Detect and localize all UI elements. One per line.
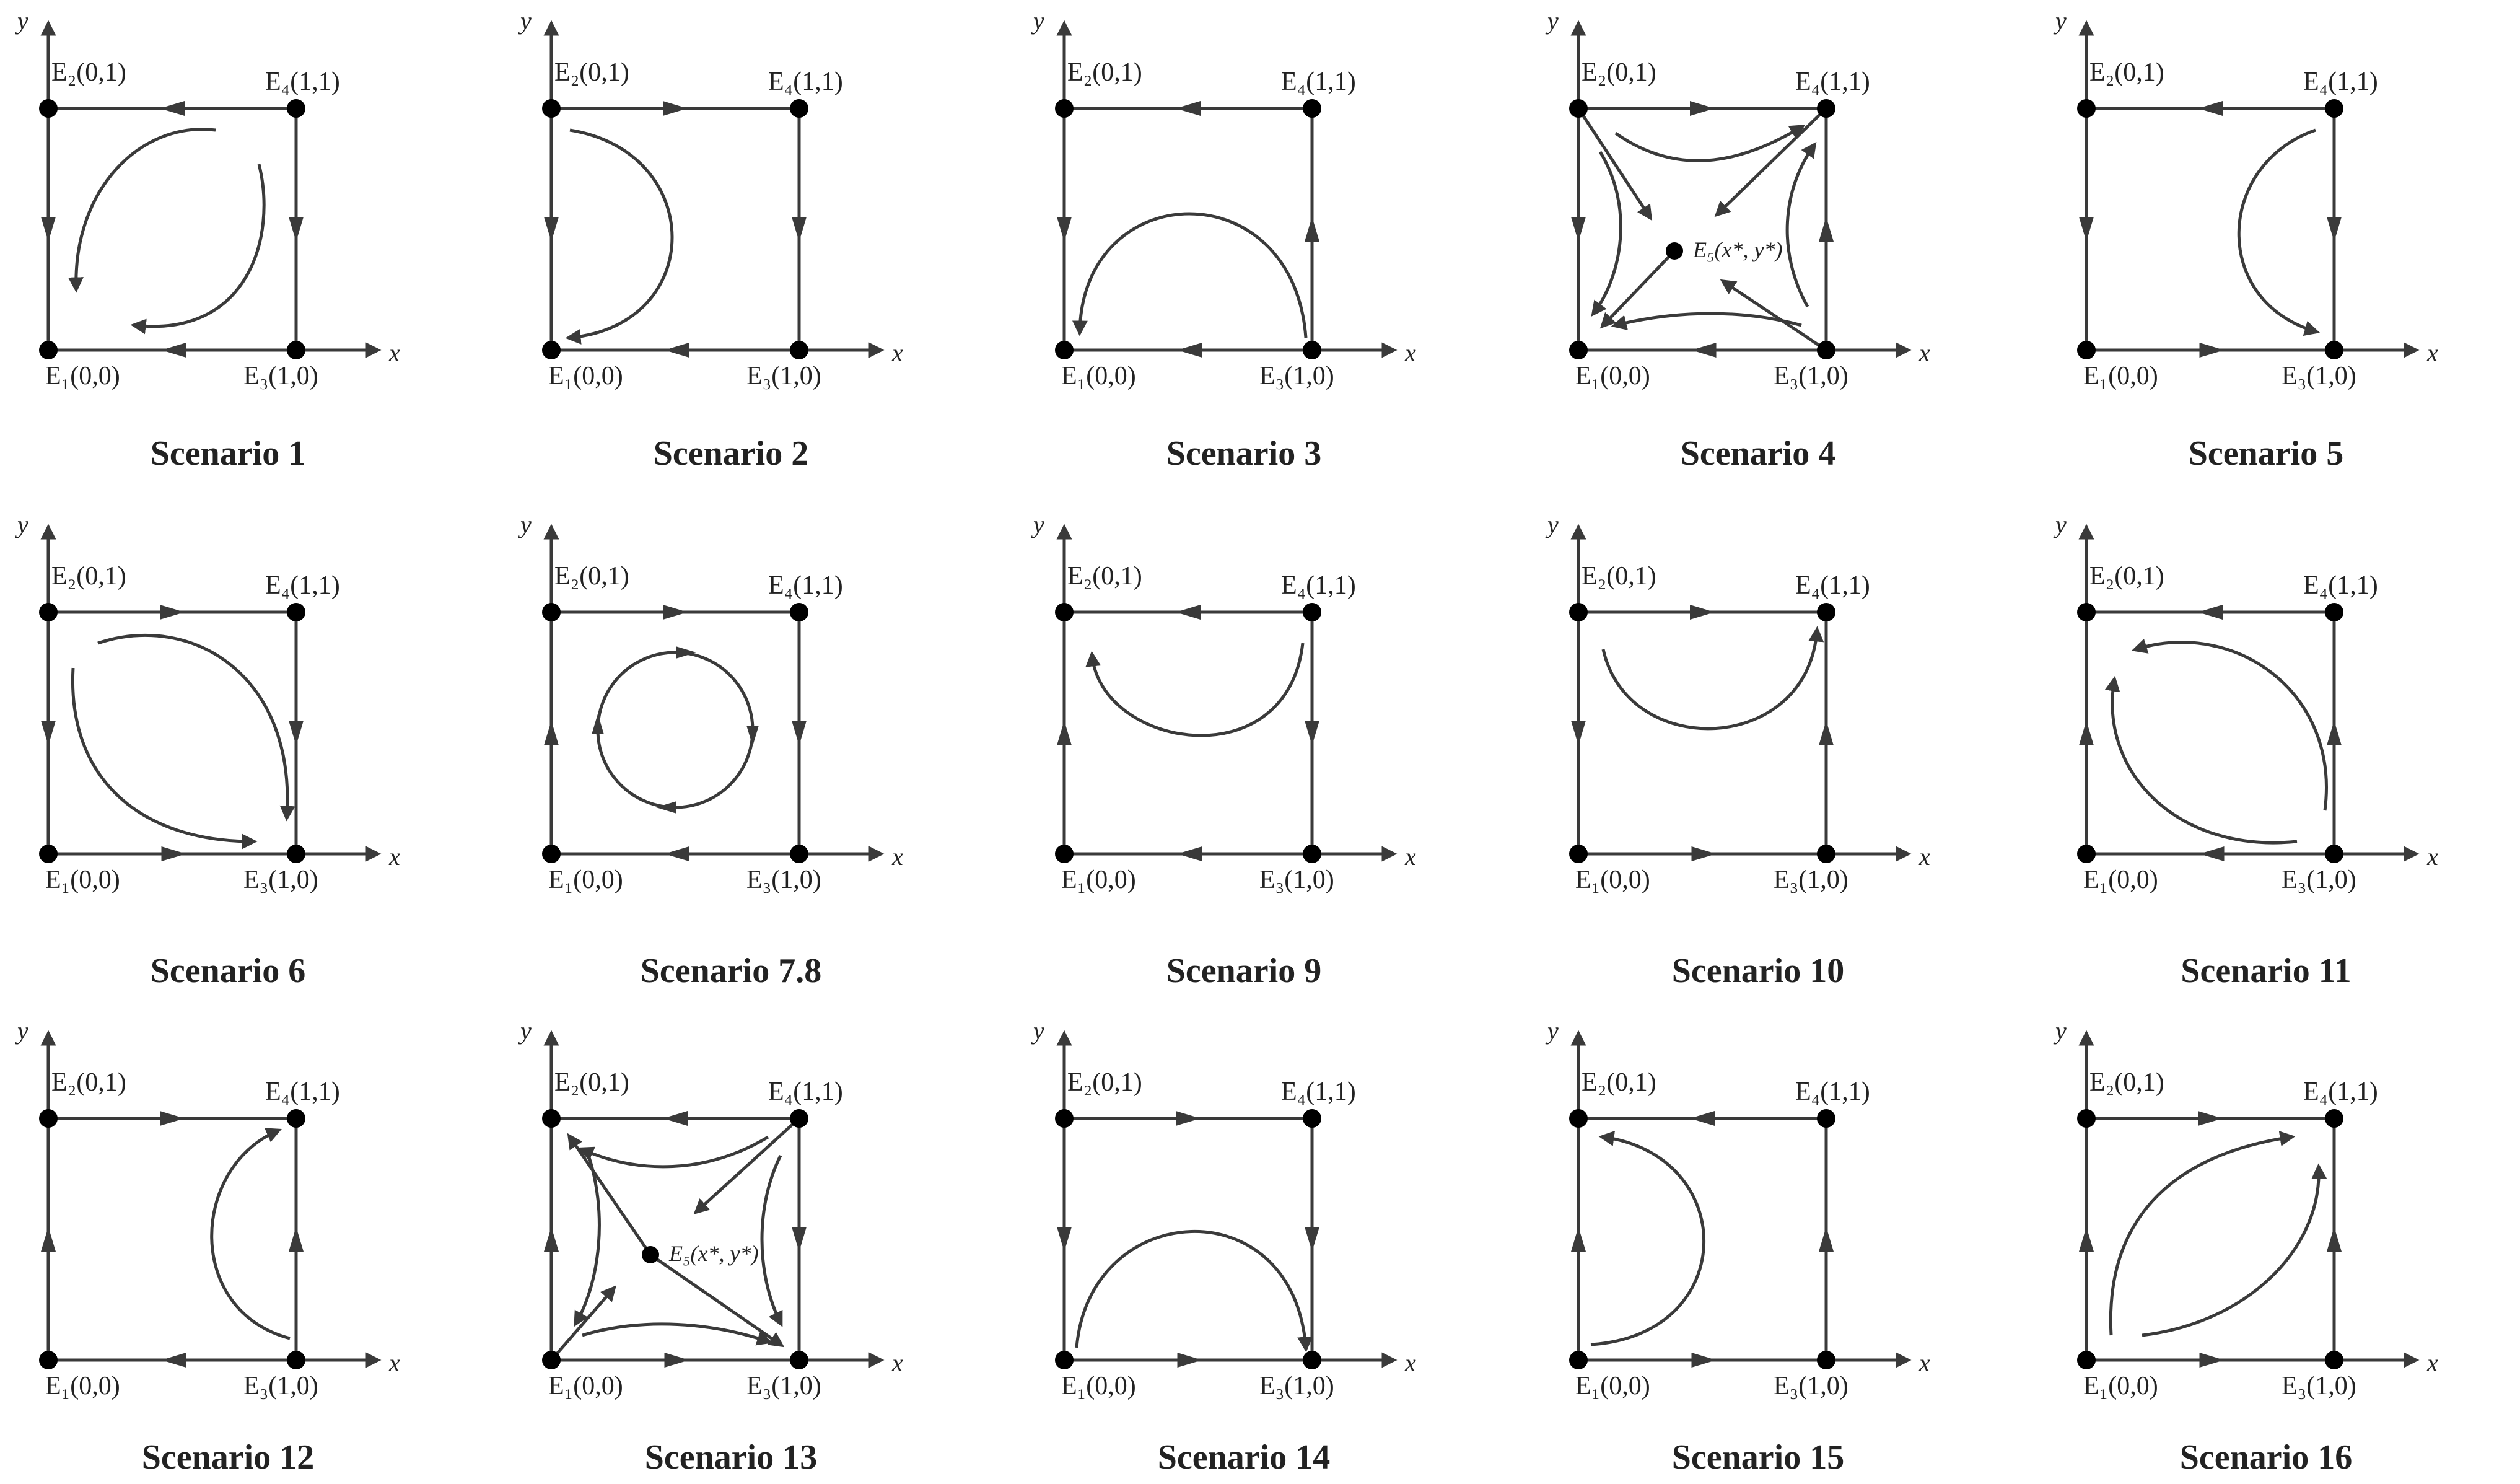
left-edge-arrow	[544, 217, 559, 242]
scenario-panel	[15, 1017, 400, 1477]
bottom-edge-arrow	[665, 846, 689, 861]
scenario-panel	[1031, 7, 1416, 473]
bottom-edge-arrow	[1692, 343, 1717, 358]
equilibrium-dot	[542, 1109, 561, 1128]
left-edge-arrow	[1571, 721, 1586, 745]
equilibrium-dot	[2077, 1351, 2096, 1369]
y-axis-label: y	[17, 1017, 28, 1045]
vertex-label-e3: E₃(1,0)	[1259, 1372, 1334, 1400]
vertex-label-e4: E₄(1,1)	[768, 571, 843, 600]
equilibrium-dot	[39, 99, 58, 118]
scenario-panel	[2053, 7, 2438, 473]
vertex-label-e1: E₁(0,0)	[1061, 362, 1136, 390]
vertex-label-e4: E₄(1,1)	[265, 1078, 340, 1106]
saddle-point-dot	[1666, 242, 1683, 260]
vertex-label-e2: E₂(0,1)	[1582, 58, 1656, 87]
vertex-label-e2: E₂(0,1)	[554, 562, 629, 591]
vertex-label-e2: E₂(0,1)	[1582, 562, 1656, 591]
cycle-arrow	[746, 726, 758, 746]
x-axis-label: x	[1919, 843, 1930, 871]
vertex-label-e3: E₃(1,0)	[243, 1372, 318, 1400]
bottom-edge-arrow	[1178, 1353, 1202, 1368]
scenario-panel	[518, 1017, 903, 1477]
equilibrium-dot	[2077, 603, 2096, 621]
top-edge-arrow	[160, 605, 185, 620]
vertex-label-e2: E₂(0,1)	[51, 58, 126, 87]
y-axis-label: y	[520, 7, 532, 35]
x-axis-label: x	[2427, 1349, 2438, 1377]
vertex-label-e3: E₃(1,0)	[1774, 1372, 1848, 1400]
bottom-edge-arrow	[665, 343, 689, 358]
trajectory-curve	[1092, 643, 1303, 735]
saddle-point-label: E₅(x*, y*)	[1693, 237, 1783, 262]
vertex-label-e3: E₃(1,0)	[746, 362, 821, 390]
vertex-label-e1: E₁(0,0)	[2083, 866, 2158, 894]
vertex-label-e3: E₃(1,0)	[1774, 362, 1848, 390]
saddle-point-label: E₅(x*, y*)	[669, 1241, 759, 1266]
vertex-label-e4: E₄(1,1)	[2303, 571, 2378, 600]
right-edge-arrow	[792, 217, 807, 242]
equilibrium-dot	[2077, 845, 2096, 863]
top-edge-arrow	[1176, 1111, 1201, 1126]
equilibrium-dot	[1303, 1351, 1321, 1369]
left-edge-arrow	[1057, 1227, 1072, 1252]
equilibrium-dot	[1569, 603, 1588, 621]
top-edge-arrow	[2198, 1111, 2223, 1126]
right-edge-arrow	[2327, 217, 2342, 242]
equilibrium-dot	[1055, 99, 1074, 118]
separatrix	[570, 1137, 650, 1255]
trajectory-curve-1	[2111, 1137, 2291, 1335]
cycle-arrow	[656, 801, 676, 813]
trajectory-curve	[2239, 130, 2316, 331]
scenario-panel	[2053, 1017, 2438, 1477]
scenario-caption: Scenario 9	[1166, 952, 1322, 990]
y-axis-label: y	[520, 1017, 532, 1045]
y-axis-label: y	[1547, 1017, 1559, 1045]
scenario-caption: Scenario 16	[2179, 1438, 2353, 1477]
scenario-panel	[2053, 511, 2438, 990]
scenario-panel	[15, 511, 400, 990]
scenario-caption: Scenario 4	[1680, 434, 1836, 473]
vertex-label-e2: E₂(0,1)	[2089, 58, 2164, 87]
equilibrium-dot	[2325, 99, 2343, 118]
x-axis-label: x	[2427, 843, 2438, 871]
vertex-label-e3: E₃(1,0)	[1259, 866, 1334, 894]
vertex-label-e2: E₂(0,1)	[1067, 562, 1142, 591]
equilibrium-dot	[1569, 845, 1588, 863]
bottom-edge-arrow	[162, 343, 186, 358]
right-edge-arrow	[2327, 721, 2342, 745]
vertex-label-e1: E₁(0,0)	[548, 866, 623, 894]
x-axis-label: x	[892, 1349, 903, 1377]
trajectory-curve	[1080, 214, 1306, 338]
trajectory-curve	[1603, 631, 1817, 729]
limit-cycle	[598, 652, 753, 807]
vertex-label-e1: E₁(0,0)	[1061, 1372, 1136, 1400]
trajectory-curve	[576, 1156, 599, 1323]
vertex-label-e1: E₁(0,0)	[45, 866, 120, 894]
trajectory-curve	[1594, 152, 1621, 313]
right-edge-arrow	[289, 721, 304, 745]
top-edge-arrow	[1690, 1111, 1715, 1126]
left-edge-arrow	[41, 217, 56, 242]
vertex-label-e1: E₁(0,0)	[2083, 362, 2158, 390]
x-axis-label: x	[1919, 339, 1930, 367]
equilibrium-dot	[790, 603, 808, 621]
equilibrium-dot	[542, 99, 561, 118]
y-axis-label: y	[1033, 1017, 1044, 1045]
equilibrium-dot	[39, 1351, 58, 1369]
vertex-label-e2: E₂(0,1)	[1582, 1068, 1656, 1097]
vertex-label-e1: E₁(0,0)	[548, 362, 623, 390]
x-axis-label: x	[389, 339, 400, 367]
equilibrium-dot	[2077, 1109, 2096, 1128]
equilibrium-dot	[1303, 603, 1321, 621]
x-axis-label: x	[892, 339, 903, 367]
equilibrium-dot	[39, 603, 58, 621]
vertex-label-e4: E₄(1,1)	[1281, 1078, 1356, 1106]
vertex-label-e2: E₂(0,1)	[51, 562, 126, 591]
vertex-label-e4: E₄(1,1)	[2303, 1078, 2378, 1106]
right-edge-arrow	[289, 1227, 304, 1252]
x-axis-label: x	[892, 843, 903, 871]
equilibrium-dot	[1303, 1109, 1321, 1128]
top-edge-arrow	[1176, 605, 1201, 620]
bottom-edge-arrow	[1692, 846, 1717, 861]
equilibrium-dot	[1817, 1109, 1835, 1128]
equilibrium-dot	[287, 845, 305, 863]
equilibrium-dot	[1055, 1351, 1074, 1369]
separatrix	[1718, 108, 1826, 214]
left-edge-arrow	[41, 1227, 56, 1252]
trajectory-curve	[1616, 127, 1801, 160]
equilibrium-dot	[1303, 99, 1321, 118]
trajectory-curve-2	[2142, 1168, 2319, 1335]
vertex-label-e4: E₄(1,1)	[2303, 68, 2378, 96]
vertex-label-e2: E₂(0,1)	[1067, 1068, 1142, 1097]
left-edge-arrow	[2079, 1227, 2094, 1252]
equilibrium-dot	[790, 99, 808, 118]
left-edge-arrow	[544, 721, 559, 745]
equilibrium-dot	[1569, 1109, 1588, 1128]
equilibrium-dot	[1817, 845, 1835, 863]
cycle-arrow	[676, 646, 696, 658]
top-edge-arrow	[1176, 101, 1201, 116]
scenario-caption: Scenario 2	[653, 434, 809, 473]
equilibrium-dot	[1817, 99, 1835, 118]
equilibrium-dot	[39, 1109, 58, 1128]
x-axis-label: x	[1405, 843, 1416, 871]
equilibrium-dot	[1817, 341, 1835, 359]
scenario-panel	[1031, 1017, 1416, 1477]
equilibrium-dot	[1055, 1109, 1074, 1128]
separatrix	[1603, 251, 1674, 325]
vertex-label-e3: E₃(1,0)	[1774, 866, 1848, 894]
separatrix	[551, 1289, 613, 1360]
y-axis-label: y	[17, 511, 28, 538]
equilibrium-dot	[39, 341, 58, 359]
trajectory-curve-1	[98, 635, 287, 817]
trajectory-curve-2	[76, 130, 216, 288]
vertex-label-e4: E₄(1,1)	[1795, 1078, 1870, 1106]
left-edge-arrow	[544, 1227, 559, 1252]
equilibrium-dot	[1817, 603, 1835, 621]
vertex-label-e4: E₄(1,1)	[265, 571, 340, 600]
bottom-edge-arrow	[2200, 846, 2225, 861]
equilibrium-dot	[542, 603, 561, 621]
trajectory-curve	[582, 1137, 768, 1167]
bottom-edge-arrow	[1692, 1353, 1717, 1368]
scenario-panel	[1031, 511, 1416, 990]
scenario-caption: Scenario 3	[1166, 434, 1322, 473]
scenario-caption: Scenario 1	[150, 434, 306, 473]
x-axis-label: x	[389, 843, 400, 871]
vertex-label-e1: E₁(0,0)	[1575, 362, 1650, 390]
trajectory-curve-1	[2136, 643, 2326, 810]
vertex-label-e3: E₃(1,0)	[746, 866, 821, 894]
equilibrium-dot	[2325, 603, 2343, 621]
left-edge-arrow	[2079, 217, 2094, 242]
scenario-panel	[1545, 511, 1930, 990]
scenario-caption: Scenario 6	[150, 952, 306, 990]
trajectory-curve	[762, 1156, 781, 1323]
equilibrium-dot	[287, 1109, 305, 1128]
top-edge-arrow	[663, 605, 688, 620]
scenario-caption: Scenario 15	[1671, 1438, 1845, 1477]
equilibrium-dot	[2325, 341, 2343, 359]
vertex-label-e1: E₁(0,0)	[45, 362, 120, 390]
equilibrium-dot	[1055, 845, 1074, 863]
trajectory-curve-2	[72, 668, 253, 841]
trajectory-curve	[1787, 146, 1814, 307]
y-axis-label: y	[2055, 7, 2067, 35]
top-edge-arrow	[160, 101, 185, 116]
vertex-label-e4: E₄(1,1)	[768, 68, 843, 96]
equilibrium-dot	[1055, 603, 1074, 621]
vertex-label-e1: E₁(0,0)	[1575, 866, 1650, 894]
y-axis-label: y	[1033, 511, 1044, 538]
equilibrium-dot	[287, 603, 305, 621]
right-edge-arrow	[1819, 217, 1834, 242]
equilibrium-dot	[287, 1351, 305, 1369]
trajectory-curve	[570, 130, 672, 338]
separatrix	[1578, 108, 1650, 217]
vertex-label-e4: E₄(1,1)	[768, 1078, 843, 1106]
scenario-caption: Scenario 11	[2181, 952, 2352, 990]
equilibrium-dot	[542, 341, 561, 359]
equilibrium-dot	[542, 845, 561, 863]
top-edge-arrow	[1690, 605, 1715, 620]
vertex-label-e2: E₂(0,1)	[554, 1068, 629, 1097]
equilibrium-dot	[1817, 1351, 1835, 1369]
equilibrium-dot	[790, 845, 808, 863]
scenario-panel	[1545, 1017, 1930, 1477]
top-edge-arrow	[2198, 101, 2223, 116]
top-edge-arrow	[1690, 101, 1715, 116]
vertex-label-e1: E₁(0,0)	[1061, 866, 1136, 894]
x-axis-label: x	[389, 1349, 400, 1377]
x-axis-label: x	[1405, 339, 1416, 367]
y-axis-label: y	[1547, 511, 1559, 538]
right-edge-arrow	[1819, 1227, 1834, 1252]
x-axis-label: x	[1919, 1349, 1930, 1377]
equilibrium-dot	[287, 341, 305, 359]
vertex-label-e1: E₁(0,0)	[45, 1372, 120, 1400]
equilibrium-dot	[2325, 845, 2343, 863]
equilibrium-dot	[1569, 1351, 1588, 1369]
right-edge-arrow	[2327, 1227, 2342, 1252]
equilibrium-dot	[287, 99, 305, 118]
y-axis-label: y	[2055, 1017, 2067, 1045]
equilibrium-dot	[2325, 1351, 2343, 1369]
top-edge-arrow	[663, 101, 688, 116]
vertex-label-e3: E₃(1,0)	[1259, 362, 1334, 390]
equilibrium-dot	[1303, 845, 1321, 863]
equilibrium-dot	[39, 845, 58, 863]
scenario-panel	[15, 7, 400, 473]
equilibrium-dot	[2077, 341, 2096, 359]
vertex-label-e2: E₂(0,1)	[2089, 562, 2164, 591]
right-edge-arrow	[1305, 217, 1319, 242]
bottom-edge-arrow	[2200, 1353, 2225, 1368]
vertex-label-e4: E₄(1,1)	[265, 68, 340, 96]
scenario-caption: Scenario 10	[1671, 952, 1845, 990]
trajectory-curve	[212, 1131, 290, 1338]
vertex-label-e4: E₄(1,1)	[1795, 68, 1870, 96]
vertex-label-e4: E₄(1,1)	[1281, 571, 1356, 600]
top-edge-arrow	[160, 1111, 185, 1126]
vertex-label-e1: E₁(0,0)	[1575, 1372, 1650, 1400]
bottom-edge-arrow	[162, 1353, 186, 1368]
vertex-label-e3: E₃(1,0)	[746, 1372, 821, 1400]
scenario-caption: Scenario 12	[141, 1438, 315, 1477]
x-axis-label: x	[2427, 339, 2438, 367]
trajectory-curve	[582, 1324, 768, 1341]
separatrix	[697, 1118, 799, 1211]
bottom-edge-arrow	[2200, 343, 2225, 358]
right-edge-arrow	[1305, 721, 1319, 745]
left-edge-arrow	[1057, 217, 1072, 242]
bottom-edge-arrow	[1178, 343, 1202, 358]
right-edge-arrow	[792, 1227, 807, 1252]
vertex-label-e3: E₃(1,0)	[2282, 362, 2356, 390]
vertex-label-e3: E₃(1,0)	[243, 362, 318, 390]
left-edge-arrow	[2079, 721, 2094, 745]
left-edge-arrow	[1057, 721, 1072, 745]
equilibrium-dot	[1569, 341, 1588, 359]
scenario-panel	[1545, 7, 1930, 473]
right-edge-arrow	[792, 721, 807, 745]
scenario-caption: Scenario 7.8	[640, 952, 822, 990]
cycle-arrow	[592, 714, 603, 734]
scenario-caption: Scenario 5	[2188, 434, 2344, 473]
equilibrium-dot	[2077, 99, 2096, 118]
scenario-caption: Scenario 13	[644, 1438, 818, 1477]
saddle-point-dot	[642, 1246, 659, 1263]
y-axis-label: y	[1547, 7, 1559, 35]
equilibrium-dot	[790, 341, 808, 359]
vertex-label-e4: E₄(1,1)	[1281, 68, 1356, 96]
right-edge-arrow	[289, 217, 304, 242]
right-edge-arrow	[1305, 1227, 1319, 1252]
vertex-label-e2: E₂(0,1)	[2089, 1068, 2164, 1097]
trajectory-curve-2	[2112, 680, 2297, 843]
vertex-label-e3: E₃(1,0)	[2282, 866, 2356, 894]
vertex-label-e4: E₄(1,1)	[1795, 571, 1870, 600]
trajectory-curve	[1077, 1231, 1306, 1348]
y-axis-label: y	[520, 511, 532, 538]
vertex-label-e1: E₁(0,0)	[2083, 1372, 2158, 1400]
equilibrium-dot	[1303, 341, 1321, 359]
equilibrium-dot	[2325, 1109, 2343, 1128]
scenario-panel	[518, 511, 903, 990]
left-edge-arrow	[1571, 1227, 1586, 1252]
equilibrium-dot	[790, 1109, 808, 1128]
y-axis-label: y	[1033, 7, 1044, 35]
bottom-edge-arrow	[665, 1353, 689, 1368]
vertex-label-e3: E₃(1,0)	[243, 866, 318, 894]
vertex-label-e2: E₂(0,1)	[51, 1068, 126, 1097]
top-edge-arrow	[2198, 605, 2223, 620]
equilibrium-dot	[542, 1351, 561, 1369]
scenario-panel	[518, 7, 903, 473]
trajectory-curve	[1591, 1137, 1704, 1345]
bottom-edge-arrow	[1178, 846, 1202, 861]
vertex-label-e2: E₂(0,1)	[1067, 58, 1142, 87]
x-axis-label: x	[1405, 1349, 1416, 1377]
y-axis-label: y	[2055, 511, 2067, 538]
scenario-caption: Scenario 14	[1157, 1438, 1331, 1477]
vertex-label-e1: E₁(0,0)	[548, 1372, 623, 1400]
y-axis-label: y	[17, 7, 28, 35]
separatrix	[650, 1255, 781, 1345]
bottom-edge-arrow	[162, 846, 186, 861]
equilibrium-dot	[1569, 99, 1588, 118]
equilibrium-dot	[1055, 341, 1074, 359]
vertex-label-e2: E₂(0,1)	[554, 58, 629, 87]
right-edge-arrow	[1819, 721, 1834, 745]
top-edge-arrow	[663, 1111, 688, 1126]
left-edge-arrow	[41, 721, 56, 745]
equilibrium-dot	[790, 1351, 808, 1369]
left-edge-arrow	[1571, 217, 1586, 242]
vertex-label-e3: E₃(1,0)	[2282, 1372, 2356, 1400]
trajectory-curve-1	[135, 164, 264, 327]
